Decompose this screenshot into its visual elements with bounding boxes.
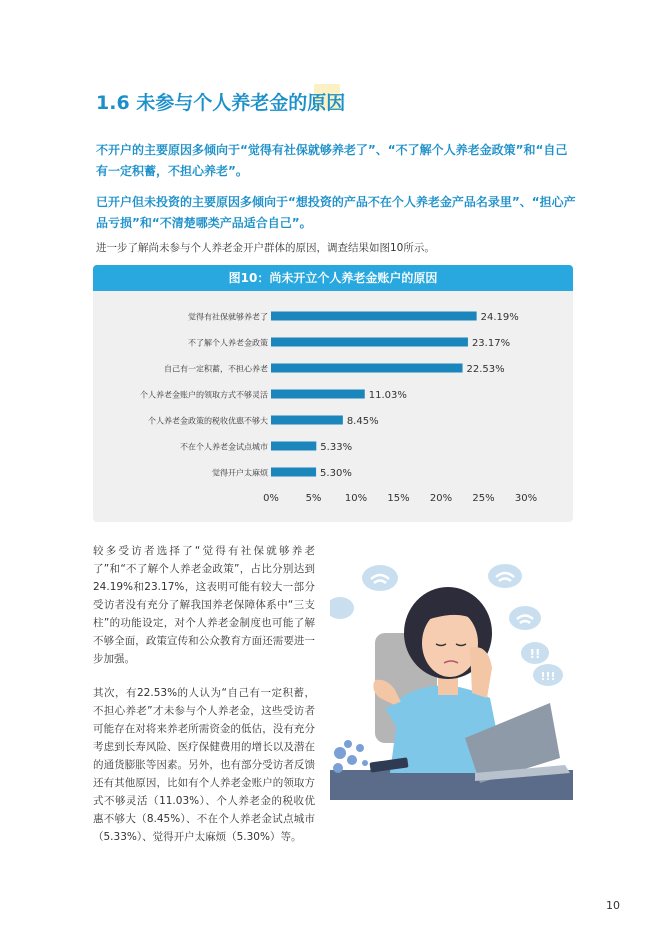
exclamation-bubble-icon [533,664,563,686]
x-tick-label: 10% [344,493,368,504]
value-label: 23.17% [471,338,511,349]
face [422,609,478,677]
bar [271,390,365,399]
category-label: 个人养老金政策的税收优惠不够大 [148,416,268,426]
section-heading [96,84,346,114]
value-label: 5.30% [320,468,352,479]
x-tick-label: 5% [305,493,322,504]
bubble-text: !!! [540,670,556,683]
category-label: 觉得开户太麻烦 [212,468,268,478]
wifi-bubble-icon [509,606,541,630]
x-tick-label: 15% [387,493,410,504]
value-label: 11.03% [368,390,407,401]
category-label: 不了解个人养老金政策 [188,338,268,348]
category-label: 觉得有社保就够养老了 [188,312,268,322]
lead-paragraph-1: 不开户的主要原因多倾向于“觉得有社保就够养老了”、“不了解个人养老金政策”和“自己有一定积蓄，不担心养老”。 [96,143,568,178]
exclamation-bubble-icon [521,642,549,664]
decoration-beads [333,740,368,773]
value-label: 22.53% [466,364,505,375]
chart-container [93,265,573,522]
bar [271,416,343,425]
bar [271,442,316,451]
x-tick-label: 0% [263,493,279,504]
worried-woman-illustration [330,548,573,800]
body-paragraph-2: 其次，有22.53%的人认为“自己有一定积蓄，不担心养老”才未参与个人养老金，这些受访者可能存在对将来养老所需资金的低估，没有充分考虑到长寿风险、医疗保健费用的增长以及潜在的通货膨胀等因素。另外，也有部分受访者反馈还有其他原因，比如有个人养老金账户的领取方式不够灵活（11.03%）、个人养老金的税收优惠不够大（8.45%）、不在个人养老金试点城市（5.33%）、觉得开户太麻烦（5.30%）等。 [93,687,315,843]
wifi-bubble-icon [488,564,522,588]
x-tick-label: 25% [472,493,495,504]
value-label: 24.19% [480,312,519,323]
wifi-bubble-icon [330,597,354,619]
page-number: 10 [606,899,620,912]
wifi-bubble-icon [362,565,398,591]
x-tick-label: 20% [429,493,453,504]
bar [271,312,477,321]
bar [271,364,463,373]
bubble-text: !! [529,647,541,661]
value-label: 8.45% [346,416,379,427]
category-label: 不在个人养老金试点城市 [180,442,268,452]
bar [271,338,468,347]
chart-title: 图10：尚未开立个人养老金账户的原因 [93,265,573,291]
lead-paragraph-2: 已开户但未投资的主要原因多倾向于“想投资的产品不在个人养老金产品名录里”、“担心产品亏损”和“不清楚哪类产品适合自己”。 [96,195,576,230]
body-paragraph-1: 较多受访者选择了“觉得有社保就够养老了”和“不了解个人养老金政策”，占比分别达到24.19%和23.17%，这表明可能有较大一部分受访者没有充分了解我国养老保障体系中“三支柱”的功能设定，对个人养老金制度也可能了解不够全面，政策宣传和公众教育方面还需要进一步加强。 [93,545,315,665]
section-title: 1.6 未参与个人养老金的原因 [96,92,346,114]
bar [271,468,316,477]
category-label: 自己有一定积蓄，不担心养老 [164,364,268,374]
intro-text: 进一步了解尚未参与个人养老金开户群体的原因，调查结果如图10所示。 [96,242,435,254]
value-label: 5.33% [320,442,353,453]
category-label: 个人养老金账户的领取方式不够灵活 [140,390,268,400]
x-tick-label: 30% [514,493,538,504]
bar-chart [93,291,573,522]
